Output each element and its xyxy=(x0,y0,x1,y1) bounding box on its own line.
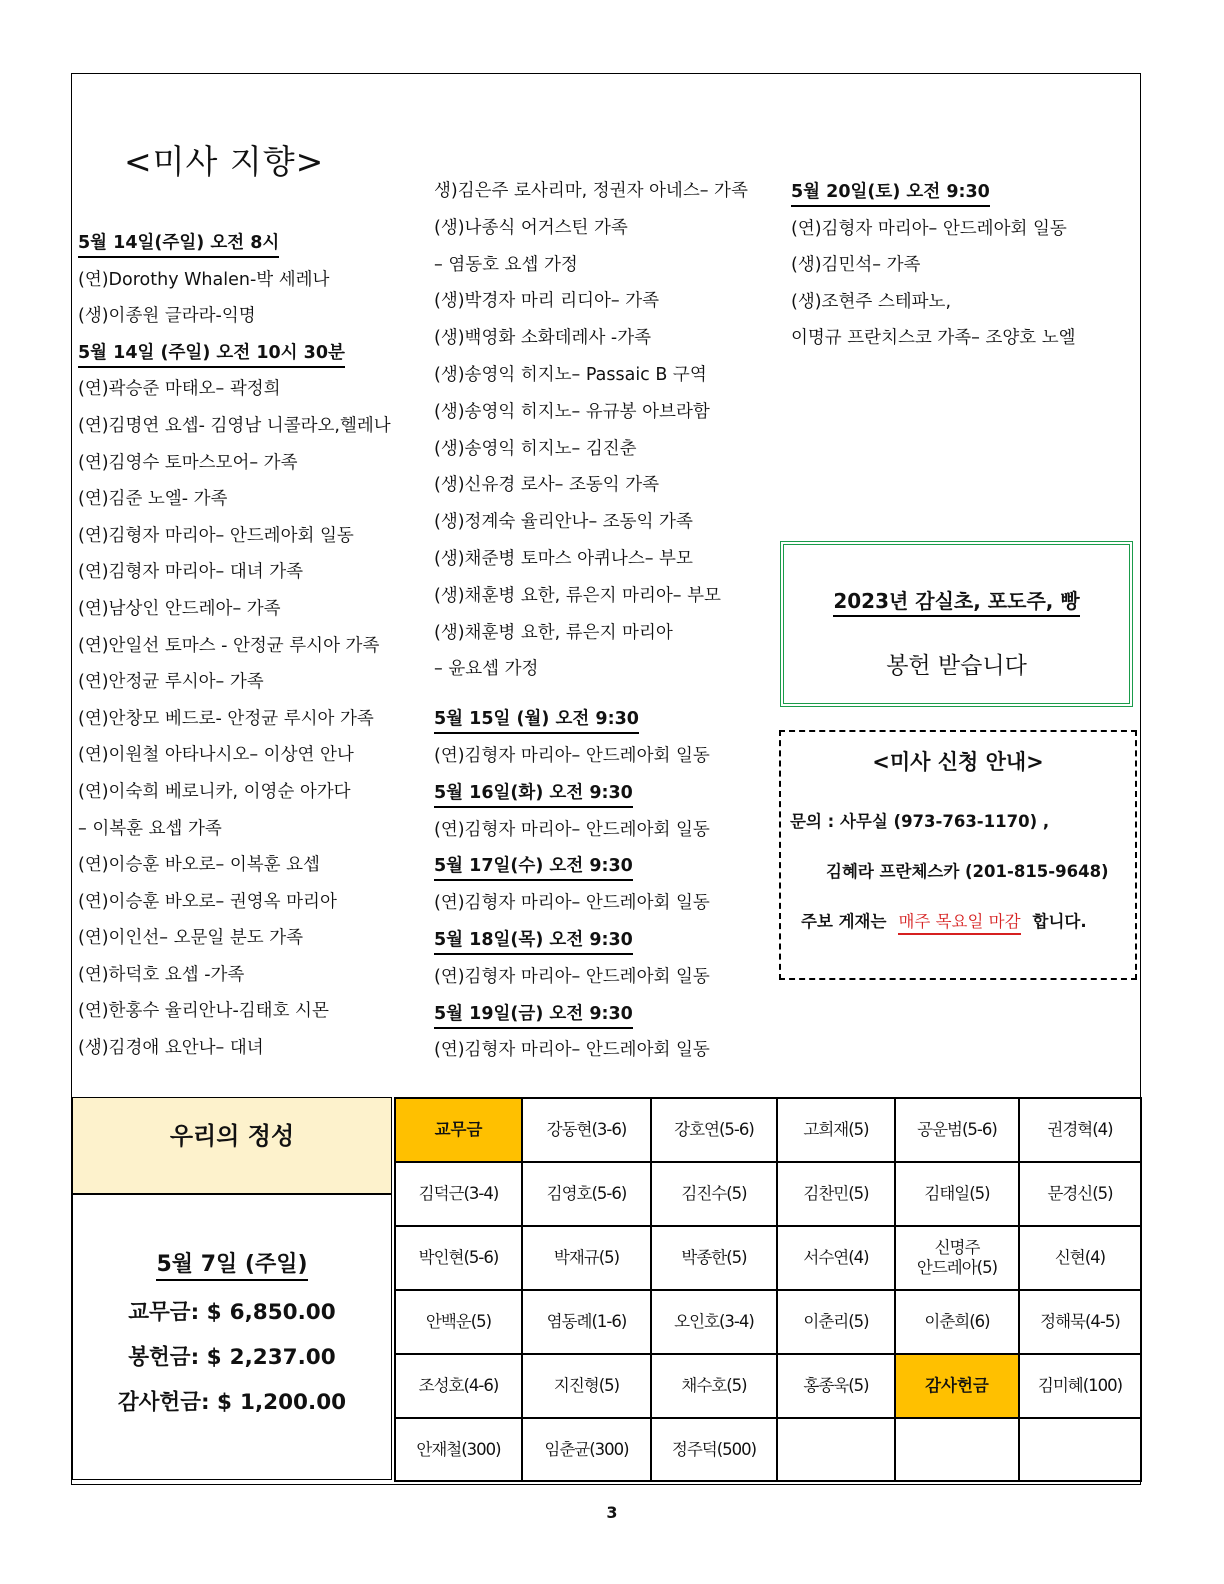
mass-date-header xyxy=(434,848,748,885)
donor-cell: 조성호(4-6) xyxy=(395,1354,522,1418)
mass-date-header xyxy=(434,922,748,959)
intention-line: (연)김형자 마리아– 안드레아회 일동 xyxy=(434,893,710,914)
spacer xyxy=(434,688,748,701)
donor-cell: 박종한(5) xyxy=(651,1226,777,1290)
intention-line: (연)김형자 마리아– 대녀 가족 xyxy=(78,562,304,583)
intention-line: (생)김민석– 가족 xyxy=(791,255,921,276)
donor-cell: 박인현(5-6) xyxy=(395,1226,522,1290)
intention-line: (연)곽승준 마태오– 곽정희 xyxy=(78,379,281,400)
donor-cell: 권경혁(4) xyxy=(1019,1098,1141,1162)
donor-cell: 강동현(3-6) xyxy=(522,1098,651,1162)
devotion-row: 봉헌금: $ 2,237.00 xyxy=(128,1345,336,1370)
devotion-date: 5월 7일 (주일) xyxy=(156,1252,307,1281)
donor-cell: 박재규(5) xyxy=(522,1226,651,1290)
donor-cell xyxy=(1019,1418,1141,1481)
deadline-notice xyxy=(801,908,1087,932)
intention-line: (연)김준 노엘- 가족 xyxy=(78,489,228,510)
mass-date-text: 5월 14일 (주일) 오전 10시 30분 xyxy=(78,343,345,368)
intention-line: (연)이숙희 베로니카, 이영순 아가다 xyxy=(78,781,351,802)
mass-date-header xyxy=(434,996,748,1033)
intention-line: – 윤요셉 가정 xyxy=(434,659,539,680)
donor-cell: 지진형(5) xyxy=(522,1354,651,1418)
intention-line: (연)이인선– 오문일 분도 가족 xyxy=(78,928,304,949)
our-devotion-header xyxy=(72,1097,392,1194)
donor-cell xyxy=(895,1418,1019,1481)
intention-line: (연)김형자 마리아– 안드레아회 일동 xyxy=(791,218,1067,239)
donor-cell: 임춘균(300) xyxy=(522,1418,651,1481)
intention-line: (생)박경자 마리 리디아– 가족 xyxy=(434,291,660,312)
mass-date-text: 5월 17일(수) 오전 9:30 xyxy=(434,856,633,881)
mass-date-text: 5월 18일(목) 오전 9:30 xyxy=(434,930,633,955)
intention-line: (생)채준병 토마스 아퀴나스– 부모 xyxy=(434,548,693,569)
intention-line: (생)채훈병 요한, 류은지 마리아– 부모 xyxy=(434,585,721,606)
donor-cell: 김찬민(5) xyxy=(777,1162,895,1226)
donor-row xyxy=(395,1290,1141,1354)
intention-line: 이명규 프란치스코 가족– 조양호 노엘 xyxy=(791,328,1076,349)
deadline-suffix: 합니다. xyxy=(1032,912,1087,931)
intention-line: (연)이원철 아타나시오– 이상연 안나 xyxy=(78,745,354,766)
donor-cell: 이춘리(5) xyxy=(777,1290,895,1354)
donor-cell xyxy=(777,1418,895,1481)
offering-notice-title: 2023년 감실초, 포도주, 빵 xyxy=(833,589,1079,617)
donor-cell: 신명주 안드레아(5) xyxy=(895,1226,1019,1290)
mass-date-header xyxy=(78,225,391,262)
intention-line: (연)이승훈 바오로– 이복훈 요셉 xyxy=(78,855,320,876)
page-number: 3 xyxy=(606,1503,618,1522)
donor-cell: 채수호(5) xyxy=(651,1354,777,1418)
deadline-prefix: 주보 게재는 xyxy=(801,912,887,931)
devotion-row: 감사헌금: $ 1,200.00 xyxy=(117,1390,347,1415)
donor-cell: 안재철(300) xyxy=(395,1418,522,1481)
category-label-cell: 감사헌금 xyxy=(895,1354,1019,1418)
mass-request-title: <미사 신청 안내> xyxy=(872,750,1044,774)
mass-date-text: 5월 20일(토) 오전 9:30 xyxy=(791,182,990,207)
donor-cell: 김진수(5) xyxy=(651,1162,777,1226)
intention-line: (연)김영수 토마스모어– 가족 xyxy=(78,452,298,473)
donor-cell: 정주덕(500) xyxy=(651,1418,777,1481)
donor-cell: 김미혜(100) xyxy=(1019,1354,1141,1418)
mass-date-text: 5월 14일(주일) 오전 8시 xyxy=(78,233,279,258)
donor-cell: 오인호(3-4) xyxy=(651,1290,777,1354)
person-contact: 김혜라 프란체스카 (201-815-9648) xyxy=(826,862,1109,881)
intention-line: (연)Dorothy Whalen-박 세레나 xyxy=(78,269,330,290)
donor-cell: 홍종욱(5) xyxy=(777,1354,895,1418)
donor-cell: 신현(4) xyxy=(1019,1226,1141,1290)
intention-line: (연)김형자 마리아– 안드레아회 일동 xyxy=(434,819,710,840)
mass-date-header xyxy=(78,335,391,372)
intention-line: (연)안창모 베드로- 안정균 루시아 가족 xyxy=(78,708,374,729)
our-devotion-title: 우리의 정성 xyxy=(169,1122,295,1150)
intention-line: (연)이승훈 바오로– 권영옥 마리아 xyxy=(78,891,337,912)
intention-line: (생)조현주 스테파노, xyxy=(791,291,952,312)
donor-cell: 염동례(1-6) xyxy=(522,1290,651,1354)
donor-cell: 서수연(4) xyxy=(777,1226,895,1290)
intention-line: (연)한홍수 율리안나-김태호 시몬 xyxy=(78,1001,329,1022)
donor-cell: 강호연(5-6) xyxy=(651,1098,777,1162)
donor-row xyxy=(395,1418,1141,1481)
mass-intention-column-3 xyxy=(791,174,1076,357)
category-label-cell: 교무금 xyxy=(395,1098,522,1162)
intention-line: (생)백영화 소화데레사 -가족 xyxy=(434,328,652,349)
mass-date-text: 5월 16일(화) 오전 9:30 xyxy=(434,783,633,808)
mass-date-text: 5월 19일(금) 오전 9:30 xyxy=(434,1004,633,1029)
intention-line: (연)김형자 마리아– 안드레아회 일동 xyxy=(434,745,710,766)
donor-cell: 고희재(5) xyxy=(777,1098,895,1162)
intention-line: (연)하덕호 요셉 -가족 xyxy=(78,964,245,985)
donor-cell: 김영호(5-6) xyxy=(522,1162,651,1226)
donor-row xyxy=(395,1226,1141,1290)
intention-line: (연)안일선 토마스 - 안정균 루시아 가족 xyxy=(78,635,380,656)
intention-line: (생)채훈병 요한, 류은지 마리아 xyxy=(434,622,673,643)
donor-cell: 이춘희(6) xyxy=(895,1290,1019,1354)
donor-grid xyxy=(394,1097,1142,1482)
intention-line: (연)안정균 루시아– 가족 xyxy=(78,672,264,693)
donor-cell: 공운범(5-6) xyxy=(895,1098,1019,1162)
donor-row xyxy=(395,1354,1141,1418)
intention-line: (생)송영익 히지노– 유규봉 아브라함 xyxy=(434,401,710,422)
intention-line: (연)김명연 요셉- 김영남 니콜라오,헬레나 xyxy=(78,415,391,436)
intention-line: 생)김은주 로사리마, 정권자 아네스– 가족 xyxy=(434,181,748,201)
donor-cell: 문경신(5) xyxy=(1019,1162,1141,1226)
intention-line: (생)정계숙 율리안나– 조동익 가족 xyxy=(434,512,693,533)
intention-line: (생)송영익 히지노– 김진춘 xyxy=(434,438,637,459)
donor-cell: 안백운(5) xyxy=(395,1290,522,1354)
intention-line: (연)김형자 마리아– 안드레아회 일동 xyxy=(78,525,354,546)
deadline-highlight: 매주 목요일 마감 xyxy=(898,912,1020,935)
intention-line: (생)신유경 로사– 조동익 가족 xyxy=(434,475,660,496)
mass-date-header xyxy=(791,174,1076,211)
office-contact: 문의 : 사무실 (973-763-1170) , xyxy=(790,812,1050,831)
devotion-row: 교무금: $ 6,850.00 xyxy=(128,1300,336,1325)
our-devotion-summary xyxy=(72,1194,392,1480)
donor-cell: 김덕근(3-4) xyxy=(395,1162,522,1226)
intention-line: (생)나종식 어거스틴 가족 xyxy=(434,217,628,238)
donor-cell: 김태일(5) xyxy=(895,1162,1019,1226)
intention-line: (연)김형자 마리아– 안드레아회 일동 xyxy=(434,966,710,987)
mass-request-box xyxy=(779,730,1137,980)
intention-line: – 이복훈 요셉 가족 xyxy=(78,818,222,839)
donor-cell: 정해묵(4-5) xyxy=(1019,1290,1141,1354)
offering-notice-text: 봉헌 받습니다 xyxy=(886,653,1027,679)
page-title: <미사 지향> xyxy=(124,142,325,181)
intention-line: (생)송영익 히지노– Passaic B 구역 xyxy=(434,364,707,385)
donor-row xyxy=(395,1162,1141,1226)
donor-row xyxy=(395,1098,1141,1162)
intention-line: (생)김경애 요안나– 대녀 xyxy=(78,1038,264,1059)
mass-date-header xyxy=(434,701,748,738)
intention-line: (생)이종원 글라라-익명 xyxy=(78,306,256,327)
mass-date-header xyxy=(434,775,748,812)
offering-notice-box xyxy=(780,541,1133,707)
mass-intention-column-2 xyxy=(434,173,748,1069)
intention-line: – 염동호 요셉 가정 xyxy=(434,254,578,275)
intention-line: (연)김형자 마리아– 안드레아회 일동 xyxy=(434,1040,710,1061)
intention-line: (연)남상인 안드레아– 가족 xyxy=(78,598,281,619)
mass-date-text: 5월 15일 (월) 오전 9:30 xyxy=(434,709,639,734)
mass-intention-column-1 xyxy=(78,225,391,1067)
